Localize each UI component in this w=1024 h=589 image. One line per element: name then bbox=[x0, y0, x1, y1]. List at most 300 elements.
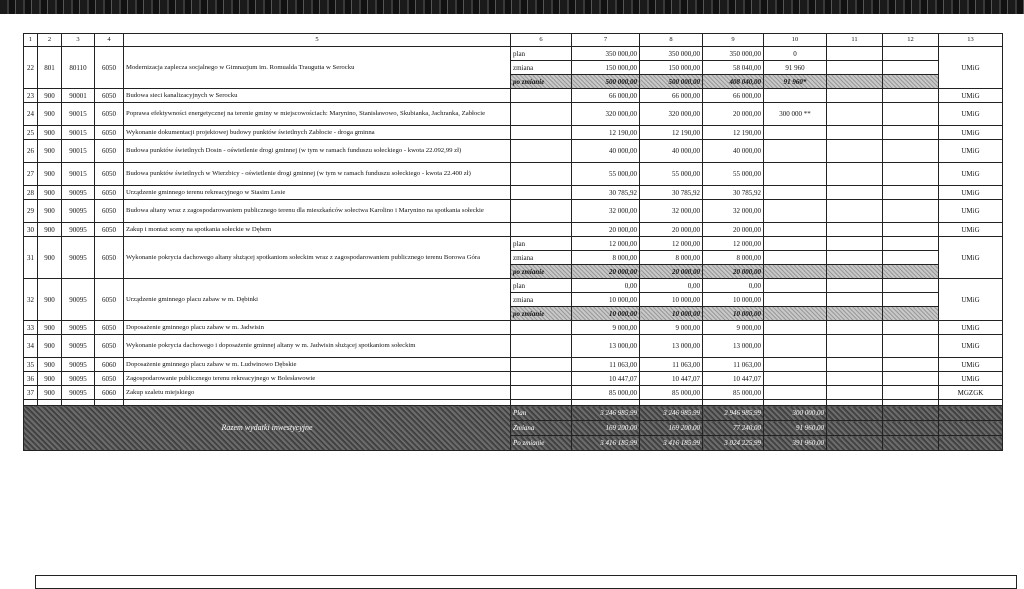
plan-tag: plan bbox=[511, 237, 572, 251]
row-number: 24 bbox=[24, 103, 38, 126]
table-row bbox=[24, 126, 1003, 140]
value-col11 bbox=[827, 75, 883, 89]
col-number: 11 bbox=[827, 34, 883, 47]
plan-tag-empty bbox=[511, 103, 572, 126]
responsible-unit: UMiG bbox=[939, 358, 1003, 372]
value-col9: 20 000,00 bbox=[703, 103, 764, 126]
scan-top-band bbox=[0, 0, 1024, 14]
rozdzial-code: 90095 bbox=[62, 186, 95, 200]
value-col11 bbox=[827, 279, 883, 293]
value-col7: 0,00 bbox=[572, 279, 640, 293]
table-row bbox=[24, 372, 1003, 386]
responsible-unit: UMiG bbox=[939, 140, 1003, 163]
table-row bbox=[24, 386, 1003, 400]
task-description: Wykonanie dokumentacji projektowej budowy punktów świetlnych Zabłocie - droga gminna bbox=[124, 126, 511, 140]
row-number: 34 bbox=[24, 335, 38, 358]
value-col12 bbox=[883, 163, 939, 186]
value-col7: 12 000,00 bbox=[572, 237, 640, 251]
totals-col10: 391 960,00 bbox=[764, 436, 827, 451]
dzial-code: 900 bbox=[38, 386, 62, 400]
rozdzial-code: 90015 bbox=[62, 163, 95, 186]
value-col9: 20 000,00 bbox=[703, 223, 764, 237]
task-description: Urządzenie gminnego placu zabaw w m. Dębinki bbox=[124, 279, 511, 321]
value-col11 bbox=[827, 321, 883, 335]
table-row bbox=[24, 335, 1003, 358]
value-col12 bbox=[883, 358, 939, 372]
value-col11 bbox=[827, 293, 883, 307]
task-description: Budowa punktów świetlnych Dosin - oświetlenie drogi gminnej (w tym w ramach funduszu sołeckiego - kwota 22.092,99 zł) bbox=[124, 140, 511, 163]
rozdzial-code: 90095 bbox=[62, 372, 95, 386]
value-col8: 11 063,00 bbox=[640, 358, 703, 372]
value-col11 bbox=[827, 89, 883, 103]
value-col8: 320 000,00 bbox=[640, 103, 703, 126]
row-number: 31 bbox=[24, 237, 38, 279]
value-col12 bbox=[883, 335, 939, 358]
totals-col8: 3 416 185,99 bbox=[640, 436, 703, 451]
row-number: 32 bbox=[24, 279, 38, 321]
totals-col11 bbox=[827, 406, 883, 421]
value-col10 bbox=[764, 335, 827, 358]
value-col11 bbox=[827, 163, 883, 186]
paragraph-code: 6050 bbox=[95, 89, 124, 103]
value-col7: 20 000,00 bbox=[572, 265, 640, 279]
value-col8: 85 000,00 bbox=[640, 386, 703, 400]
plan-tag-empty bbox=[511, 223, 572, 237]
dzial-code: 900 bbox=[38, 358, 62, 372]
value-col9: 66 000,00 bbox=[703, 89, 764, 103]
plan-tag-empty bbox=[511, 358, 572, 372]
task-description: Doposażenie gminnego placu zabaw w m. Ludwinowo Dębskie bbox=[124, 358, 511, 372]
rozdzial-code: 90095 bbox=[62, 279, 95, 321]
value-col8: 10 000,00 bbox=[640, 307, 703, 321]
value-col10 bbox=[764, 279, 827, 293]
paragraph-code: 6050 bbox=[95, 47, 124, 89]
value-col7: 500 000,00 bbox=[572, 75, 640, 89]
value-col12 bbox=[883, 186, 939, 200]
value-col12 bbox=[883, 279, 939, 293]
task-description: Modernizacja zaplecza socjalnego w Gimnazjum im. Romualda Traugutta w Serocku bbox=[124, 47, 511, 89]
totals-tag: Po zmianie bbox=[511, 436, 572, 451]
value-col8: 66 000,00 bbox=[640, 89, 703, 103]
responsible-unit: UMiG bbox=[939, 103, 1003, 126]
value-col10 bbox=[764, 237, 827, 251]
rozdzial-code: 80110 bbox=[62, 47, 95, 89]
paragraph-code: 6050 bbox=[95, 223, 124, 237]
value-col11 bbox=[827, 200, 883, 223]
rozdzial-code: 90001 bbox=[62, 89, 95, 103]
totals-col13 bbox=[939, 421, 1003, 436]
value-col7: 30 785,92 bbox=[572, 186, 640, 200]
value-col7: 40 000,00 bbox=[572, 140, 640, 163]
responsible-unit: UMiG bbox=[939, 321, 1003, 335]
value-col10 bbox=[764, 186, 827, 200]
value-col9: 9 000,00 bbox=[703, 321, 764, 335]
value-col9: 13 000,00 bbox=[703, 335, 764, 358]
task-description: Budowa sieci kanalizacyjnych w Serocku bbox=[124, 89, 511, 103]
responsible-unit: UMiG bbox=[939, 163, 1003, 186]
value-col10: 0 bbox=[764, 47, 827, 61]
value-col10 bbox=[764, 126, 827, 140]
table-row bbox=[24, 89, 1003, 103]
task-description: Zakup szaletu miejskiego bbox=[124, 386, 511, 400]
col-number: 8 bbox=[640, 34, 703, 47]
value-col10 bbox=[764, 265, 827, 279]
value-col8: 500 000,00 bbox=[640, 75, 703, 89]
value-col8: 10 447,07 bbox=[640, 372, 703, 386]
value-col11 bbox=[827, 223, 883, 237]
value-col8: 13 000,00 bbox=[640, 335, 703, 358]
value-col7: 150 000,00 bbox=[572, 61, 640, 75]
dzial-code: 900 bbox=[38, 126, 62, 140]
dzial-code: 900 bbox=[38, 321, 62, 335]
paragraph-code: 6050 bbox=[95, 186, 124, 200]
plan-tag-empty bbox=[511, 140, 572, 163]
value-col8: 0,00 bbox=[640, 279, 703, 293]
value-col10 bbox=[764, 223, 827, 237]
table-subrow bbox=[24, 47, 1003, 61]
value-col8: 20 000,00 bbox=[640, 223, 703, 237]
col-number: 10 bbox=[764, 34, 827, 47]
value-col9: 85 000,00 bbox=[703, 386, 764, 400]
plan-tag-empty bbox=[511, 186, 572, 200]
dzial-code: 900 bbox=[38, 237, 62, 279]
rozdzial-code: 90095 bbox=[62, 386, 95, 400]
value-col12 bbox=[883, 75, 939, 89]
task-description: Wykonanie pokrycia dachowego i doposażenie gminnej altany w m. Jadwisin służącej spotkaniom sołeckim bbox=[124, 335, 511, 358]
value-col8: 150 000,00 bbox=[640, 61, 703, 75]
dzial-code: 900 bbox=[38, 223, 62, 237]
value-col9: 20 000,00 bbox=[703, 265, 764, 279]
table-subrow bbox=[24, 237, 1003, 251]
plan-tag-empty bbox=[511, 372, 572, 386]
plan-tag-empty bbox=[511, 89, 572, 103]
value-col9: 350 000,00 bbox=[703, 47, 764, 61]
value-col11 bbox=[827, 307, 883, 321]
plan-tag-empty bbox=[511, 163, 572, 186]
dzial-code: 900 bbox=[38, 163, 62, 186]
plan-tag: zmiana bbox=[511, 293, 572, 307]
value-col8: 55 000,00 bbox=[640, 163, 703, 186]
value-col8: 10 000,00 bbox=[640, 293, 703, 307]
plan-tag: plan bbox=[511, 279, 572, 293]
value-col11 bbox=[827, 372, 883, 386]
dzial-code: 900 bbox=[38, 200, 62, 223]
responsible-unit: UMiG bbox=[939, 237, 1003, 279]
plan-tag-empty bbox=[511, 321, 572, 335]
value-col7: 11 063,00 bbox=[572, 358, 640, 372]
value-col12 bbox=[883, 251, 939, 265]
task-description: Doposażenie gminnego placu zabaw w m. Jadwisin bbox=[124, 321, 511, 335]
value-col10 bbox=[764, 307, 827, 321]
totals-col11 bbox=[827, 436, 883, 451]
plan-tag: po zmianie bbox=[511, 307, 572, 321]
rozdzial-code: 90095 bbox=[62, 200, 95, 223]
row-number: 25 bbox=[24, 126, 38, 140]
value-col10 bbox=[764, 293, 827, 307]
task-description: Zagospodarowanie publicznego terenu rekreacyjnego w Bolesławowie bbox=[124, 372, 511, 386]
value-col9: 0,00 bbox=[703, 279, 764, 293]
value-col9: 8 000,00 bbox=[703, 251, 764, 265]
row-number: 27 bbox=[24, 163, 38, 186]
dzial-code: 900 bbox=[38, 89, 62, 103]
value-col10 bbox=[764, 140, 827, 163]
budget-table-sheet bbox=[23, 33, 1002, 560]
col-number: 5 bbox=[124, 34, 511, 47]
totals-col9: 3 024 225,99 bbox=[703, 436, 764, 451]
totals-label: Razem wydatki inwestycyjne bbox=[24, 406, 511, 451]
value-col8: 30 785,92 bbox=[640, 186, 703, 200]
value-col8: 9 000,00 bbox=[640, 321, 703, 335]
dzial-code: 900 bbox=[38, 103, 62, 126]
value-col7: 10 000,00 bbox=[572, 307, 640, 321]
totals-col7: 3 246 985,99 bbox=[572, 406, 640, 421]
totals-col9: 77 240,00 bbox=[703, 421, 764, 436]
value-col12 bbox=[883, 223, 939, 237]
row-number: 35 bbox=[24, 358, 38, 372]
table-row bbox=[24, 200, 1003, 223]
totals-tag: Plan bbox=[511, 406, 572, 421]
paragraph-code: 6050 bbox=[95, 103, 124, 126]
value-col10 bbox=[764, 89, 827, 103]
responsible-unit: UMiG bbox=[939, 372, 1003, 386]
value-col11 bbox=[827, 335, 883, 358]
value-col10 bbox=[764, 321, 827, 335]
paragraph-code: 6050 bbox=[95, 321, 124, 335]
table-row bbox=[24, 186, 1003, 200]
task-description: Poprawa efektywności energetycznej na terenie gminy w miejscowościach: Marynino, Stanisławowo, Skubianka, Jachranka, Zabłocie bbox=[124, 103, 511, 126]
value-col9: 30 785,92 bbox=[703, 186, 764, 200]
row-number: 37 bbox=[24, 386, 38, 400]
value-col11 bbox=[827, 103, 883, 126]
value-col12 bbox=[883, 372, 939, 386]
totals-col12 bbox=[883, 421, 939, 436]
value-col8: 8 000,00 bbox=[640, 251, 703, 265]
value-col9: 10 000,00 bbox=[703, 293, 764, 307]
totals-col8: 169 200,00 bbox=[640, 421, 703, 436]
task-description: Budowa altany wraz z zagospodarowaniem publicznego terenu dla mieszkańców sołectwa Karolino i Marynino na spotkania sołeckie bbox=[124, 200, 511, 223]
col-number: 12 bbox=[883, 34, 939, 47]
value-col10: 91 960* bbox=[764, 75, 827, 89]
value-col7: 350 000,00 bbox=[572, 47, 640, 61]
value-col11 bbox=[827, 126, 883, 140]
plan-tag: po zmianie bbox=[511, 265, 572, 279]
value-col12 bbox=[883, 386, 939, 400]
value-col9: 11 063,00 bbox=[703, 358, 764, 372]
value-col12 bbox=[883, 126, 939, 140]
table-row bbox=[24, 358, 1003, 372]
value-col11 bbox=[827, 265, 883, 279]
value-col9: 40 000,00 bbox=[703, 140, 764, 163]
row-number: 22 bbox=[24, 47, 38, 89]
plan-tag-empty bbox=[511, 200, 572, 223]
value-col7: 320 000,00 bbox=[572, 103, 640, 126]
value-col7: 8 000,00 bbox=[572, 251, 640, 265]
value-col11 bbox=[827, 251, 883, 265]
value-col11 bbox=[827, 386, 883, 400]
value-col9: 32 000,00 bbox=[703, 200, 764, 223]
totals-col9: 2 946 985,99 bbox=[703, 406, 764, 421]
plan-tag-empty bbox=[511, 386, 572, 400]
responsible-unit: UMiG bbox=[939, 126, 1003, 140]
plan-tag: plan bbox=[511, 47, 572, 61]
value-col7: 85 000,00 bbox=[572, 386, 640, 400]
responsible-unit: UMiG bbox=[939, 279, 1003, 321]
dzial-code: 900 bbox=[38, 186, 62, 200]
value-col12 bbox=[883, 61, 939, 75]
row-number: 33 bbox=[24, 321, 38, 335]
investment-expenses-table bbox=[23, 33, 1003, 451]
value-col12 bbox=[883, 200, 939, 223]
value-col9: 10 000,00 bbox=[703, 307, 764, 321]
responsible-unit: UMiG bbox=[939, 200, 1003, 223]
value-col9: 10 447,07 bbox=[703, 372, 764, 386]
value-col7: 20 000,00 bbox=[572, 223, 640, 237]
totals-col10: 300 000,00 bbox=[764, 406, 827, 421]
value-col10 bbox=[764, 386, 827, 400]
totals-col11 bbox=[827, 421, 883, 436]
rozdzial-code: 90095 bbox=[62, 223, 95, 237]
rozdzial-code: 90015 bbox=[62, 140, 95, 163]
value-col9: 12 000,00 bbox=[703, 237, 764, 251]
col-number: 3 bbox=[62, 34, 95, 47]
value-col12 bbox=[883, 265, 939, 279]
col-number: 2 bbox=[38, 34, 62, 47]
col-number: 7 bbox=[572, 34, 640, 47]
rozdzial-code: 90095 bbox=[62, 321, 95, 335]
plan-tag: po zmianie bbox=[511, 75, 572, 89]
value-col10 bbox=[764, 358, 827, 372]
value-col8: 350 000,00 bbox=[640, 47, 703, 61]
value-col8: 32 000,00 bbox=[640, 200, 703, 223]
value-col10: 300 000 ** bbox=[764, 103, 827, 126]
value-col12 bbox=[883, 89, 939, 103]
value-col7: 9 000,00 bbox=[572, 321, 640, 335]
paragraph-code: 6050 bbox=[95, 126, 124, 140]
totals-col12 bbox=[883, 436, 939, 451]
paragraph-code: 6060 bbox=[95, 358, 124, 372]
value-col7: 55 000,00 bbox=[572, 163, 640, 186]
value-col11 bbox=[827, 358, 883, 372]
task-description: Wykonanie pokrycia dachowego altany służącej spotkaniom sołeckim wraz z zagospodarowaniem publicznego terenu Borowa Góra bbox=[124, 237, 511, 279]
responsible-unit: MGZGK bbox=[939, 386, 1003, 400]
paragraph-code: 6050 bbox=[95, 200, 124, 223]
value-col10 bbox=[764, 163, 827, 186]
rozdzial-code: 90015 bbox=[62, 126, 95, 140]
value-col8: 20 000,00 bbox=[640, 265, 703, 279]
table-row bbox=[24, 163, 1003, 186]
paragraph-code: 6050 bbox=[95, 237, 124, 279]
task-description: Urządzenie gminnego terenu rekreacyjnego w Stasim Lesie bbox=[124, 186, 511, 200]
plan-tag: zmiana bbox=[511, 251, 572, 265]
value-col10 bbox=[764, 251, 827, 265]
plan-tag-empty bbox=[511, 335, 572, 358]
value-col11 bbox=[827, 61, 883, 75]
responsible-unit: UMiG bbox=[939, 223, 1003, 237]
value-col7: 10 447,07 bbox=[572, 372, 640, 386]
paragraph-code: 6060 bbox=[95, 386, 124, 400]
row-number: 26 bbox=[24, 140, 38, 163]
value-col12 bbox=[883, 307, 939, 321]
value-col7: 10 000,00 bbox=[572, 293, 640, 307]
rozdzial-code: 90095 bbox=[62, 237, 95, 279]
row-number: 30 bbox=[24, 223, 38, 237]
dzial-code: 900 bbox=[38, 279, 62, 321]
dzial-code: 900 bbox=[38, 140, 62, 163]
paragraph-code: 6050 bbox=[95, 335, 124, 358]
totals-tag: Zmiana bbox=[511, 421, 572, 436]
dzial-code: 900 bbox=[38, 335, 62, 358]
value-col7: 66 000,00 bbox=[572, 89, 640, 103]
responsible-unit: UMiG bbox=[939, 335, 1003, 358]
responsible-unit: UMiG bbox=[939, 89, 1003, 103]
value-col12 bbox=[883, 237, 939, 251]
row-number: 28 bbox=[24, 186, 38, 200]
col-number: 6 bbox=[511, 34, 572, 47]
value-col12 bbox=[883, 47, 939, 61]
value-col12 bbox=[883, 293, 939, 307]
value-col9: 408 040,00 bbox=[703, 75, 764, 89]
value-col10: 91 960 bbox=[764, 61, 827, 75]
task-description: Budowa punktów świetlnych w Wierzbicy - oświetlenie drogi gminnej (w tym w ramach funduszu sołeckiego - kwota 22.400 zł) bbox=[124, 163, 511, 186]
plan-tag: zmiana bbox=[511, 61, 572, 75]
paragraph-code: 6050 bbox=[95, 163, 124, 186]
col-number: 9 bbox=[703, 34, 764, 47]
row-number: 29 bbox=[24, 200, 38, 223]
paragraph-code: 6050 bbox=[95, 372, 124, 386]
table-subrow bbox=[24, 279, 1003, 293]
value-col8: 12 190,00 bbox=[640, 126, 703, 140]
col-number: 1 bbox=[24, 34, 38, 47]
totals-col13 bbox=[939, 406, 1003, 421]
paragraph-code: 6050 bbox=[95, 140, 124, 163]
dzial-code: 801 bbox=[38, 47, 62, 89]
row-number: 36 bbox=[24, 372, 38, 386]
next-table-edge bbox=[35, 575, 1017, 589]
table-body bbox=[24, 34, 1003, 451]
col-number: 13 bbox=[939, 34, 1003, 47]
dzial-code: 900 bbox=[38, 372, 62, 386]
plan-tag-empty bbox=[511, 126, 572, 140]
value-col9: 55 000,00 bbox=[703, 163, 764, 186]
value-col7: 13 000,00 bbox=[572, 335, 640, 358]
totals-col8: 3 246 985,99 bbox=[640, 406, 703, 421]
responsible-unit: UMiG bbox=[939, 47, 1003, 89]
col-number: 4 bbox=[95, 34, 124, 47]
totals-col7: 3 416 185,99 bbox=[572, 436, 640, 451]
column-number-row bbox=[24, 34, 1003, 47]
value-col11 bbox=[827, 186, 883, 200]
table-row bbox=[24, 140, 1003, 163]
value-col9: 58 040,00 bbox=[703, 61, 764, 75]
value-col11 bbox=[827, 237, 883, 251]
rozdzial-code: 90095 bbox=[62, 358, 95, 372]
task-description: Zakup i montaż sceny na spotkania sołeckie w Dębem bbox=[124, 223, 511, 237]
value-col12 bbox=[883, 103, 939, 126]
value-col12 bbox=[883, 140, 939, 163]
value-col10 bbox=[764, 200, 827, 223]
row-number: 23 bbox=[24, 89, 38, 103]
value-col11 bbox=[827, 47, 883, 61]
table-row bbox=[24, 103, 1003, 126]
totals-col10: 91 960,00 bbox=[764, 421, 827, 436]
paragraph-code: 6050 bbox=[95, 279, 124, 321]
value-col10 bbox=[764, 372, 827, 386]
totals-col7: 169 200,00 bbox=[572, 421, 640, 436]
value-col12 bbox=[883, 321, 939, 335]
value-col8: 40 000,00 bbox=[640, 140, 703, 163]
totals-col13 bbox=[939, 436, 1003, 451]
totals-col12 bbox=[883, 406, 939, 421]
